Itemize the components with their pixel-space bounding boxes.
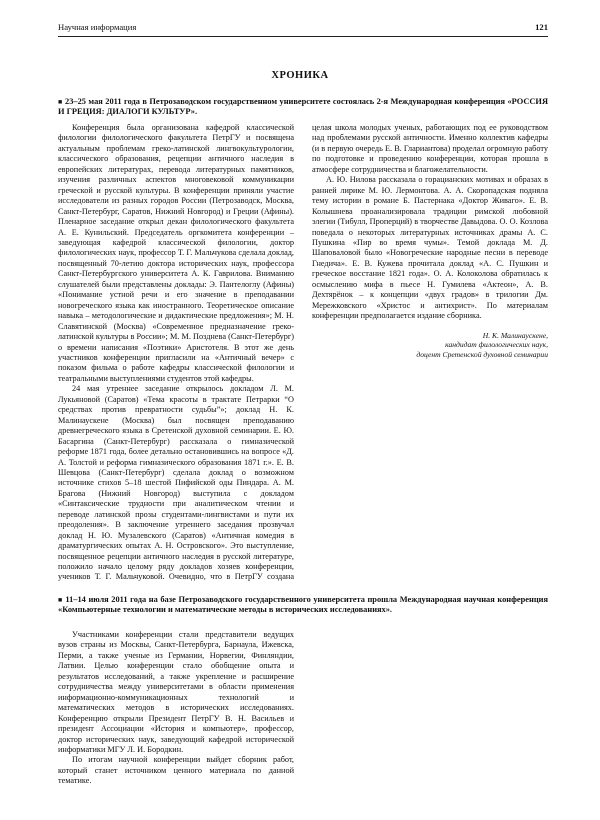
item1-announcement — [58, 97, 548, 118]
section-title: ХРОНИКА — [271, 70, 329, 81]
item1-paragraph: А. Ю. Нилова рассказала о горацианских мотивах и образах в ранней лирике М. Ю. Лермонтова. А. А. Скоропадская подняла тему истории в романе Б. Пастернака «Доктор Живаго». Е. В. Колышнева проанализировала традиции римской любовной элегии (Тибулл, Проперций) в творчестве Давыдова. О. О. Козлова поведала о некоторых литературных источниках драмы А. С. Пушкина «Пир во время чумы». Темой доклада М. Д. Шаповаловой было «Новогреческие народные песни в переводе Гнедича». Е. В. Кужева прочитала доклад «А. С. Пушкин и греческое восстание 1821 года». О. А. Колоколова обратилась к осмыслению мифа в пьесе Н. Гумилева «Актеон», А. В. Дехтярёнок – к концепции «двух градов» в трилогии Дм. Мережковского «Христос и антихрист». По материалам конференции предполагается издание сборника. — [312, 175, 548, 321]
item1-body — [58, 123, 548, 593]
item1-announcement-text: 23–25 мая 2011 года в Петрозаводском государственном университете состоялась 2-я Международная конференция «РОССИЯ И ГРЕЦИЯ: ДИАЛОГИ КУЛЬТУР». — [58, 97, 548, 117]
item2-announcement — [58, 595, 548, 616]
item2-announcement-text: 11–14 июля 2011 года на базе Петрозаводского государственного университета прошла Международная научная конференция «Компьютерные технологии и математические методы в исторических исследованиях». — [58, 595, 548, 615]
item2-body — [58, 630, 548, 805]
page-number: 121 — [535, 22, 548, 32]
header-rule — [58, 36, 548, 37]
item2-paragraph: По итогам научной конференции выйдет сборник работ, который станет источником ценного материала по данной тематике. — [58, 755, 294, 786]
author-degree: кандидат филологических наук, — [445, 340, 548, 350]
bullet-square-icon: ■ — [58, 596, 63, 604]
bullet-square-icon: ■ — [58, 98, 63, 106]
author-position: доцент Сретенской духовной семинарии — [416, 349, 548, 359]
author-signature — [312, 331, 548, 360]
running-head — [58, 22, 548, 33]
running-title: Научная информация — [58, 22, 137, 32]
author-name: Н. К. Малинаускене, — [482, 330, 548, 340]
item1-paragraph: 24 мая утреннее заседание открылось докладом Л. М. Лукьяновой (Саратов) «Тема красоты в трактате Петрарки “О средствах против превратности судьбы”»; доклад Н. К. Малинаускене (Москва) был посвящен преподаванию древнегреческого языка в Сретенской духовной семинарии. Е. Ю. Басаргина (Санкт-Петербург) рассказала о гимназической реформе 1871 года, более детально остановившись на вопросе «Д. А. Толстой и реформа гимназического образования 1871 г.». Е. В. Шевцова (Санкт-Петербург) сделала доклад о возможном источнике стихов 5–18 шестой Пифийской оды Пиндара. А. М. Брагова (Нижний Новгород) выступила с докладом «Синтаксические трудности при аналитическом чтении и переводе латинской прозы студентами-лингвистами и пути их преодоления». В заключение утреннего заседания прозвучал доклад Н. Ю. Музалевского (Саратов) «Античная комедия в драматургических опытах А. Н. Островского». Это выступление, посвященное рецепции античного наследия в русской литературе, положило начало целому ряду докладов хозяев конференции, учеников Т. Г. Мальчуковой. Очевидно, что в ПетрГУ создана целая школа молодых ученых, работающих под ее руководством над проблемами русской античности. Именно коллектив кафедры (и в первую очередь Е. В. Глариантова) проделал огромную работу по подготовке и проведению конференции, которая прошла в атмосфере сотрудничества и благожелательности. — [58, 123, 548, 582]
item1-paragraph: Конференция была организована кафедрой классической филологии филологического факультета ПетрГУ и посвящена актуальным проблемам греко-латинской лингвокультурологии, классического образования, рецепции античного наследия в европейских литературах, перевода литературных памятников, изучения различных аспектов многовековой коммуникации греческой и русской культуры. В конференции приняли участие исследователи из разных городов России (Петрозаводск, Москва, Санкт-Петербург, Саратов, Нижний Новгород) и Греции (Афины). Пленарное заседание открыл декан филологического факультета А. Е. Кунильский. Председатель оргкомитета конференции – заведующая кафедрой классической филологии, доктор филологических наук, профессор Т. Г. Мальчукова сделала доклад, посвященный 70-летию доктора исторических наук, профессора Санкт-Петербургского университета А. К. Гаврилова. Вниманию слушателей были представлены доклады: Э. Пантелоглу (Афины) «Понимание устной речи и его значение в преподавании новогреческого языка как иностранного. Теоретическое описание навыка – методологические и дидактические предложения»; М. Н. Славятинской (Москва) «Современное предназначение греко-латинской культуры в России»; М. М. Поздневa (Санкт-Петербург) о времени написания «Поэтики» Аристотеля. В этот же день участников конференции пригласили на «Античный вечер» с показом фильма о работе кафедры классической филологии и театральными выступлениями студентов этой кафедры. — [58, 123, 294, 383]
item2-paragraph: Участниками конференции стали представители ведущих вузов страны из Москвы, Санкт-Петербурга, Барнаула, Ижевска, Перми, а также ученые из Германии, Норвегии, Финляндии, Латвии. Целью конференции стало обобщение опыта и результатов исследований, а также укрепление и расширение сотрудничества между университетами в области применения информационно-коммуникационных технологий и математических методов в исторических исследованиях. Конференцию открыли Президент ПетрГУ В. Н. Васильев и президент Ассоциации «История и компьютер», профессор, доктор исторических наук, заведующий кафедрой исторической информатики МГУ Л. И. Бородкин. — [58, 630, 294, 754]
